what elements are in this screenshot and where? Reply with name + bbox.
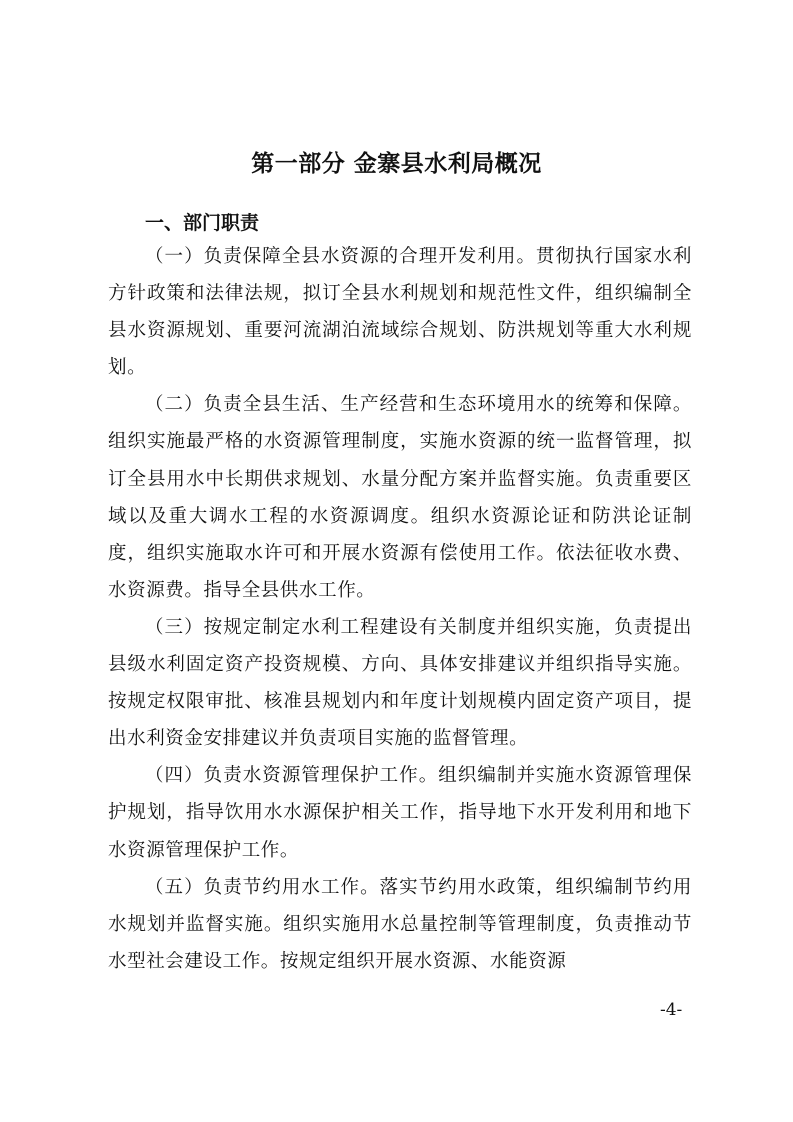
paragraph-2: （二）负责全县生活、生产经营和生态环境用水的统筹和保障。组织实施最严格的水资源管理制度，实施水资源的统一监督管理，拟订全县用水中长期供求规划、水量分配方案并监督实施。负责重要区域以及重大调水工程的水资源调度。组织水资源论证和防洪论证制度，组织实施取水许可和开展水资源有偿使用工作。依法征收水费、水资源费。指导全县供水工作。 [108,394,692,601]
paragraph-4: （四）负责水资源管理保护工作。组织编制并实施水资源管理保护规划，指导饮用水水源保护相关工作，指导地下水开发利用和地下水资源管理保护工作。 [108,765,692,861]
page-number: -4- [660,1000,683,1020]
page-title: 第一部分 金寨县水利局概况 [251,151,542,177]
paragraph-1: （一）负责保障全县水资源的合理开发利用。贯彻执行国家水利方针政策和法律法规，拟订全县水利规划和规范性文件，组织编制全县水资源规划、重要河流湖泊流域综合规划、防洪规划等重大水利规划。 [108,246,692,379]
paragraph-5: （五）负责节约用水工作。落实节约用水政策，组织编制节约用水规划并监督实施。组织实施用水总量控制等管理制度，负责推动节水型社会建设工作。按规定组织开展水资源、水能资源 [108,876,692,972]
paragraph-3: （三）按规定制定水利工程建设有关制度并组织实施，负责提出县级水利固定资产投资规模、方向、具体安排建议并组织指导实施。按规定权限审批、核准县规划内和年度计划规模内固定资产项目，提出水利资金安排建议并负责项目实施的监督管理。 [108,616,692,750]
body-text [108,238,692,980]
section-heading: 一、部门职责 [145,212,260,234]
